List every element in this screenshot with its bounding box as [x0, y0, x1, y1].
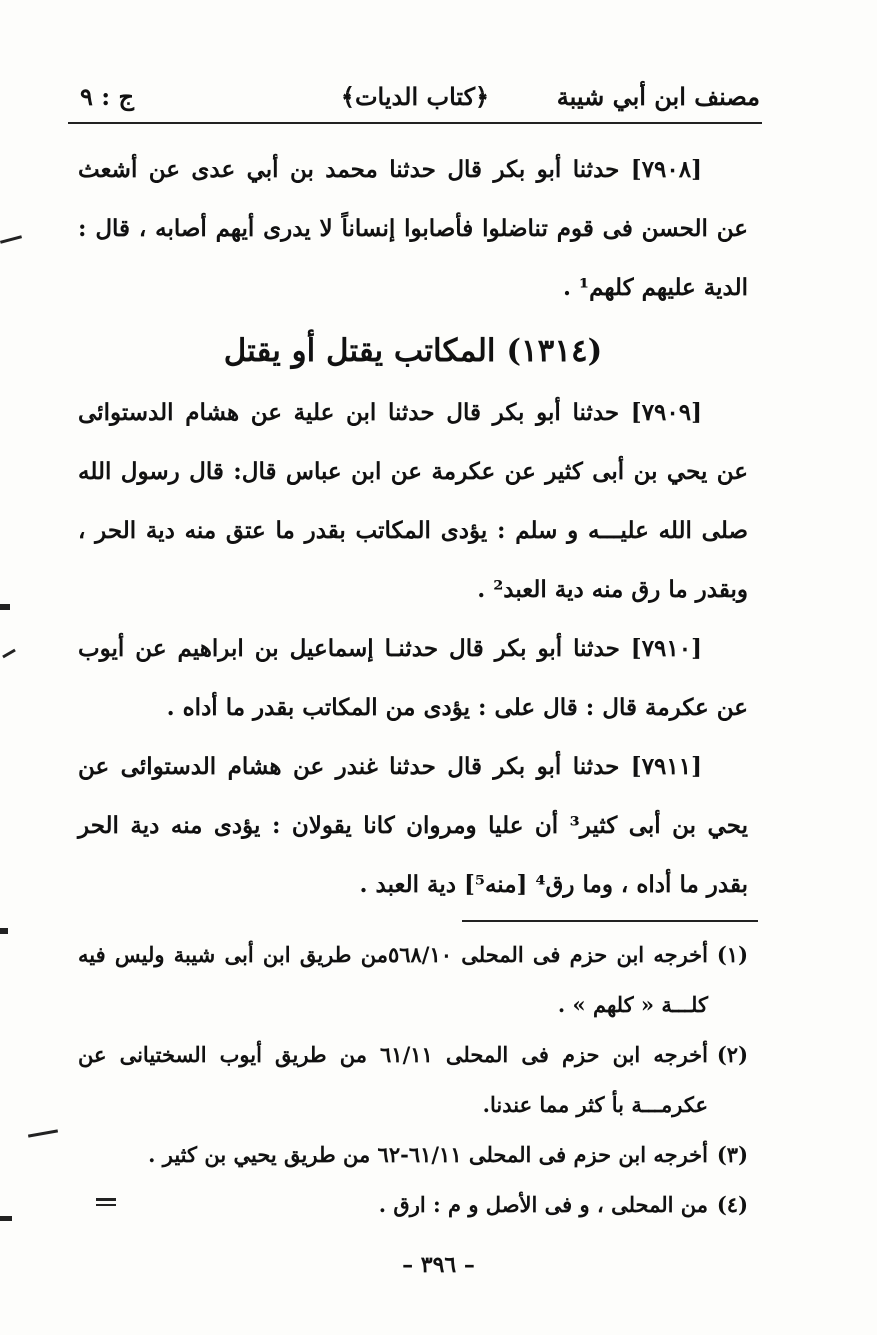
footnote-number: (٤) — [716, 1192, 748, 1217]
footnote-number: (٢) — [716, 1042, 748, 1067]
footnote-number: (١) — [716, 942, 748, 967]
footnote-number: (٣) — [716, 1142, 748, 1167]
footnote-rule — [462, 920, 758, 922]
volume-number: ج : ٩ — [80, 82, 134, 111]
footnote-item — [78, 1130, 748, 1180]
scan-mark — [0, 604, 10, 610]
header-rule — [68, 122, 762, 124]
scan-mark — [96, 1198, 116, 1201]
footnote-text: أخرجه ابن حزم فى المحلى ٦١/١١ من طريق أيوب السختيانى عن عكرمـــة بأ كثر مما عندنا. — [78, 1042, 708, 1117]
book-title: مصنف ابن أبي شيبة — [556, 82, 760, 111]
footnotes — [78, 930, 748, 1230]
footnote-text: أخرجه ابن حزم فى المحلى ٦١/١١-٦٢ من طريق يحيي بن كثير . — [148, 1142, 708, 1167]
chapter-heading: (١٣١٤) المكاتب يقتل أو يقتل — [223, 333, 603, 369]
scan-mark — [0, 928, 8, 934]
hadith-entry: [٧٩١١] حدثنا أبو بكر قال حدثنا غندر عن هشام الدستوائى عن يحي بن أبى كثير³ أن عليا ومروان كانا يقولان : يؤدى منه دية الحر بقدر ما أداه ، وما رق⁴ [منه⁵] دية العبد . — [78, 753, 748, 898]
scan-mark — [0, 1216, 12, 1221]
running-header — [70, 78, 760, 118]
scan-mark — [2, 649, 16, 659]
footnote-item — [78, 930, 748, 1030]
scan-mark — [28, 1129, 58, 1137]
footnote-item — [78, 1180, 748, 1230]
footnote-text: من المحلى ، و فى الأصل و م : ارق . — [378, 1192, 708, 1217]
hadith-entry: [٧٩٠٩] حدثنا أبو بكر قال حدثنا ابن علية عن هشام الدستوائى عن يحي بن أبى كثير عن عكرمة عن ابن عباس قال: قال رسول الله صلى الله عليـــه و سلم : يؤدى المكاتب بقدر ما عتق منه دية الحر ، وبقدر ما رق منه دية العبد² . — [78, 399, 748, 603]
footnote-item — [78, 1030, 748, 1130]
main-text — [78, 140, 748, 914]
scan-mark — [96, 1204, 116, 1206]
hadith-entry: [٧٩١٠] حدثنا أبو بكر قال حدثنـا إسماعيل بن ابراهيم عن أيوب عن عكرمة قال : قال على : يؤدى من المكاتب بقدر ما أداه . — [78, 635, 748, 721]
hadith-entry: [٧٩٠٨] حدثنا أبو بكر قال حدثنا محمد بن أبي عدى عن أشعث عن الحسن فى قوم تناضلوا فأصابوا إنساناً لا يدرى أيهم أصابه ، قال : الدية عليهم كلهم¹ . — [78, 156, 748, 301]
scan-mark — [0, 235, 22, 244]
section-title: ﴿كتاب الديات﴾ — [340, 82, 490, 111]
footnote-text: أخرجه ابن حزم فى المحلى ٥٦٨/١٠من طريق ابن أبى شيبة وليس فيه كلـــة « كلهم » . — [78, 942, 708, 1017]
page-number: – ٣٩٦ – — [402, 1252, 475, 1278]
